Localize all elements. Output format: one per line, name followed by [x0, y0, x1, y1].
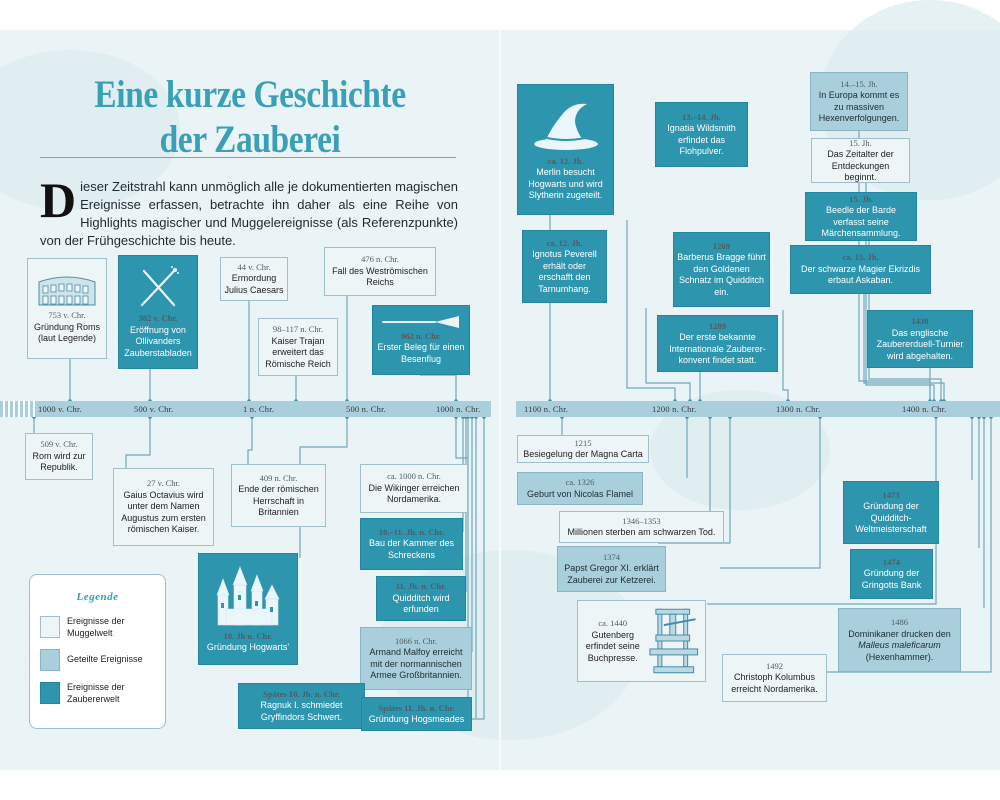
event-date: 1215: [574, 437, 592, 448]
legend-label: Ereignisse der Zaubererwelt: [67, 682, 125, 704]
event-card-rome-founding: [27, 258, 107, 359]
tick-label: 1000 n. Chr.: [436, 404, 481, 414]
event-text: Der erste bekannte Internationale Zauberer-konvent findet statt.: [669, 332, 766, 365]
event-text: Gründung Roms (laut Legende): [33, 321, 101, 344]
event-card-vikings: [360, 464, 468, 513]
wizard-hat-icon: [531, 98, 601, 152]
event-text: Gründung der Quidditch-Weltmeisterschaft: [855, 501, 927, 534]
event-text: Rom wird zur Republik.: [32, 450, 86, 473]
title-divider: [40, 157, 456, 158]
event-text: Gaius Octavius wird unter dem Namen Augustus zum ersten römischen Kaiser.: [121, 489, 206, 535]
event-card-gregor: [557, 546, 666, 592]
event-card-britannia: [231, 464, 326, 527]
event-text: Beedle der Barde verfasst seine Märchensammlung.: [821, 205, 901, 238]
event-text: Ermordung Julius Caesars: [224, 273, 284, 295]
event-card-chamber: [360, 518, 463, 570]
tick-label: 500 v. Chr.: [134, 404, 174, 414]
event-card-broom-flight: [372, 305, 470, 375]
event-date: 15. Jh.: [849, 137, 872, 148]
legend-swatch-magic: [40, 682, 60, 704]
tick-label: 1 n. Chr.: [243, 404, 275, 414]
event-text: Millionen sterben am schwarzen Tod.: [567, 527, 716, 537]
event-text: Fall des Weströmischen Reichs: [332, 265, 428, 288]
event-text: Quidditch wird erfunden: [392, 592, 450, 615]
event-date: 1430: [911, 316, 929, 326]
event-text: Armand Malfoy erreicht mit der normannischen Armee Großbritannien.: [369, 647, 463, 680]
event-date: 382 v. Chr.: [138, 313, 178, 323]
event-date: 13.–14. Jh.: [682, 111, 721, 122]
tick-label: 500 n. Chr.: [346, 404, 386, 414]
event-card-duel-tournament: [867, 310, 973, 368]
event-card-hogwarts: [198, 553, 298, 665]
event-date: 1492: [766, 660, 783, 671]
event-date: 1346–1353: [622, 515, 661, 526]
event-date: 509 v. Chr.: [40, 439, 78, 450]
event-text: Erster Beleg für einen Besenflug: [377, 342, 465, 364]
event-card-hogsmeade: [361, 697, 472, 731]
event-date: 409 n. Chr.: [259, 472, 298, 483]
event-date: 15. Jh.: [849, 193, 873, 204]
event-date: 1474: [883, 556, 900, 567]
event-date: 10. Jh n. Chr.: [223, 630, 273, 641]
event-date: 44 v. Chr.: [237, 261, 271, 272]
event-date: 11. Jh. n. Chr.: [395, 581, 447, 592]
tick-label: 1300 n. Chr.: [776, 404, 821, 414]
event-text: Gutenberg erfindet seine Buchpresse.: [585, 629, 640, 663]
event-card-west-rome: [324, 247, 436, 296]
event-card-witch-hunts: [810, 72, 908, 131]
legend-label: Geteilte Ereignisse: [67, 654, 143, 664]
event-date: 476 n. Chr.: [361, 254, 399, 265]
event-text: Ragnuk I. schmiedet Gryffindors Schwert.: [260, 700, 343, 722]
intro-dropcap: D: [40, 172, 77, 228]
event-card-flamel: [517, 472, 643, 505]
event-card-columbus: [722, 654, 827, 702]
event-date: 962 n. Chr.: [401, 330, 441, 341]
event-card-azkaban: [790, 245, 931, 294]
event-text: Besiegelung der Magna Carta: [523, 449, 643, 459]
event-date: 1473: [882, 489, 900, 500]
event-card-wizard-convention: [657, 315, 778, 372]
event-text: Geburt von Nicolas Flamel: [526, 488, 634, 499]
colosseum-icon: [35, 272, 99, 306]
event-date: ca. 1000 n. Chr.: [387, 471, 441, 482]
event-card-malleus: [838, 608, 961, 672]
gutenberg-text-block: [581, 618, 644, 664]
event-date: 10.–11. Jh. n. Chr.: [378, 526, 445, 537]
event-card-caesar: [220, 257, 288, 301]
event-card-republic: [25, 433, 93, 480]
timeline-break-left: [0, 401, 36, 417]
event-text: Die Wikinger erreichen Nordamerika.: [368, 482, 460, 505]
castle-icon: [208, 565, 288, 627]
printing-press-icon: [644, 605, 702, 677]
event-date: Spätes 10. Jh. n. Chr.: [263, 688, 340, 699]
event-card-floo-powder: [655, 102, 748, 167]
event-card-beedle: [805, 192, 917, 241]
event-date: 1066 n. Chr.: [394, 635, 438, 646]
event-date: 98–117 n. Chr.: [272, 324, 324, 334]
event-text-book-title: Malleus maleficarum: [858, 640, 941, 650]
event-text: Bau der Kammer des Schreckens: [368, 538, 455, 560]
event-text: Merlin besucht Hogwarts und wird Slytherin zugeteilt.: [528, 167, 603, 200]
event-text: Papst Gregor XI. erklärt Zauberei zur Ketzerei.: [564, 563, 659, 585]
event-date: ca. 12. Jh.: [546, 237, 583, 248]
event-card-age-of-discovery: [811, 138, 910, 183]
event-card-quidditch-world-cup: [843, 481, 939, 544]
event-text: Gründung Hogwarts': [206, 642, 290, 652]
event-text: Christoph Kolumbus erreicht Nordamerika.: [731, 672, 818, 694]
event-text: In Europa kommt es zu massiven Hexenverfolgungen.: [818, 90, 900, 123]
event-text: Kaiser Trajan erweitert das Römische Reich: [265, 335, 331, 369]
event-text: Ende der römischen Herrschaft in Britannien: [238, 484, 319, 517]
event-date: ca. 15. Jh.: [842, 252, 879, 263]
event-card-gryffindor-sword: [238, 683, 365, 729]
event-date: ca. 1440: [598, 618, 628, 628]
intro-text: ieser Zeitstrahl kann unmöglich alle je dokumentierten magischen Ereignisse erfassen, betrachte ihn daher als eine Reihe von Highlights magischer und Muggelereignisse (als Referenzpunkte) von der Frühgeschichte bis heute.: [40, 179, 458, 248]
event-text: Das englische Zaubererduell-Turnier wird abgehalten.: [876, 327, 964, 361]
event-date: 753 v. Chr.: [48, 310, 86, 321]
event-text: Eröffnung von Ollivanders Zauberstabladen: [124, 324, 192, 358]
tick-label: 1000 v. Chr.: [38, 404, 82, 414]
event-date: ca. 12. Jh.: [547, 155, 584, 166]
event-text: Der schwarze Magier Ekrizdis erbaut Askaban.: [800, 263, 921, 286]
page-title: Eine kurze Geschichte der Zauberei: [94, 73, 406, 161]
event-card-black-death: [559, 511, 724, 543]
event-date: 27 v. Chr.: [147, 478, 180, 489]
event-date: 1289: [709, 320, 726, 331]
wands-icon: [136, 265, 180, 309]
event-date: 1374: [603, 551, 620, 562]
legend-label: Ereignisse der Muggelwelt: [67, 616, 125, 638]
event-card-augustus: [113, 468, 214, 546]
event-card-golden-snitch: [673, 232, 770, 307]
event-text: Barberus Bragge führt den Goldenen Schnatz im Quidditch ein.: [677, 252, 766, 297]
event-card-trajan: [258, 318, 338, 376]
legend: [29, 574, 166, 729]
event-card-malfoy: [360, 627, 472, 690]
event-card-magna-carta: [517, 435, 649, 463]
legend-swatch-muggle: [40, 616, 60, 638]
event-date: 1486: [891, 617, 908, 627]
event-text: Gründung Hogsmeades: [368, 714, 465, 724]
event-text-part: (Hexenhammer).: [865, 651, 934, 662]
event-text: Das Zeitalter der Entdeckungen beginnt.: [827, 149, 894, 182]
broom-icon: [381, 315, 461, 329]
event-card-gringotts: [850, 549, 933, 599]
event-card-peverell: [522, 230, 607, 303]
tick-label: 1200 n. Chr.: [652, 404, 697, 414]
event-text: Ignatia Wildsmith erfindet das Flohpulver.: [667, 123, 736, 156]
legend-title: Legende: [76, 591, 119, 603]
event-card-gutenberg: [577, 600, 706, 682]
event-card-quidditch: [376, 576, 466, 621]
event-text: Ignotus Peverell erhält oder erschafft den Tarnumhang.: [532, 249, 597, 294]
event-text: [842, 629, 957, 664]
event-text: Gründung der Gringotts Bank: [861, 568, 922, 590]
event-card-merlin: [517, 84, 614, 215]
event-card-ollivanders: [118, 255, 198, 369]
event-date: ca. 1326: [565, 477, 595, 487]
event-date: 14.–15. Jh.: [840, 78, 878, 89]
intro-paragraph: [40, 172, 458, 250]
event-date: Spätes 11. Jh. n. Chr.: [378, 702, 455, 713]
tick-label: 1100 n. Chr.: [524, 404, 569, 414]
event-date: 1269: [713, 240, 730, 251]
event-text-part: Dominikaner drucken den: [848, 628, 951, 639]
legend-swatch-shared: [40, 649, 60, 671]
page-gutter: [499, 30, 501, 770]
tick-label: 1400 n. Chr.: [902, 404, 947, 414]
